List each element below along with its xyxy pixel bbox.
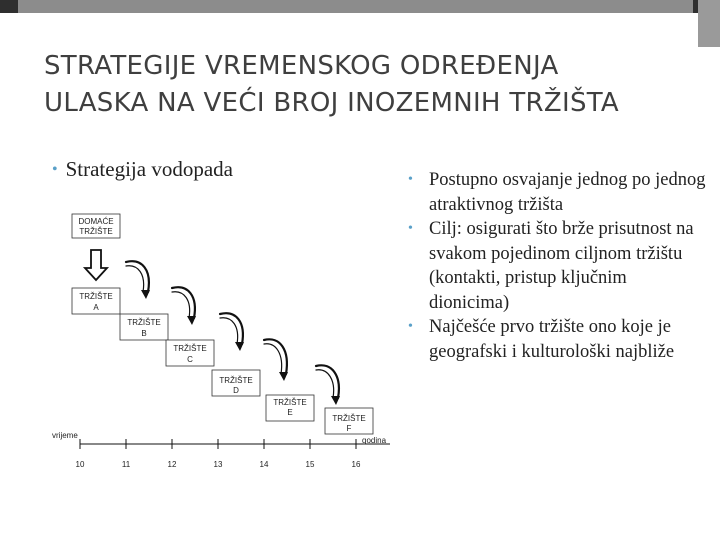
market-b-label-line2: B [141, 329, 147, 338]
market-e-label-line2: E [287, 408, 293, 417]
bullet-dot-icon: • [408, 172, 413, 187]
bullet-dot-icon: • [408, 319, 413, 334]
year-tick-label: 12 [167, 460, 177, 469]
market-a-label-line1: TRŽIŠTE [79, 292, 113, 301]
down-arrow-icon [85, 250, 107, 280]
right-bullet-text: Cilj: osigurati što brže prisutnost na svakom pojedinom ciljnom tržištu (kontakti, pristup ključnim dionicima) [429, 219, 694, 313]
market-a-label-line2: A [93, 303, 99, 312]
market-b-label-line1: TRŽIŠTE [127, 318, 161, 327]
bullet-dot-icon: • [52, 161, 58, 178]
axis-label-time: vrijeme [52, 431, 78, 440]
right-bullet-text: Postupno osvajanje jednog po jednog atraktivnog tržišta [429, 170, 706, 215]
market-c-label-line2: C [187, 355, 193, 364]
curved-arrow-icon [126, 261, 150, 299]
market-box-b [120, 314, 168, 340]
home-market-box [72, 214, 120, 238]
market-box-e [266, 395, 314, 421]
market-f-label-line1: TRŽIŠTE [332, 414, 366, 423]
year-tick-label: 14 [259, 460, 269, 469]
curved-arrow-icon [172, 287, 196, 325]
curved-arrow-icon [220, 313, 244, 351]
home-market-label-line2: TRŽIŠTE [79, 227, 113, 236]
year-tick-label: 15 [305, 460, 315, 469]
curved-arrow-icon [264, 339, 288, 381]
year-tick-label: 11 [121, 460, 131, 469]
market-f-label-line2: F [346, 424, 352, 433]
left-bullet-text: Strategija vodopada [65, 157, 233, 181]
curved-arrow-icon [316, 365, 340, 405]
market-e-label-line1: TRŽIŠTE [273, 398, 307, 407]
market-d-label-line1: TRŽIŠTE [219, 376, 253, 385]
year-tick-label: 16 [351, 460, 361, 469]
title-line-2: ULASKA NA VEĆI BROJ INOZEMNIH TRŽIŠTA [44, 88, 620, 118]
bullet-dot-icon: • [408, 221, 413, 236]
title-line-1: STRATEGIJE VREMENSKOG ODREĐENJA [44, 51, 559, 81]
right-bullet-text: Najčešće prvo tržište ono koje je geografski i kulturološki najbliže [429, 317, 675, 362]
home-market-label-line1: DOMAĆE [78, 217, 114, 226]
market-box-a [72, 288, 120, 314]
market-box-c [166, 340, 214, 366]
axis-label-year: godina [362, 436, 387, 445]
market-c-label-line1: TRŽIŠTE [173, 344, 207, 353]
market-box-d [212, 370, 260, 396]
year-tick-label: 13 [213, 460, 223, 469]
market-d-label-line2: D [233, 386, 239, 395]
time-axis [52, 431, 390, 469]
market-box-f [325, 408, 373, 434]
year-tick-label: 10 [75, 460, 85, 469]
